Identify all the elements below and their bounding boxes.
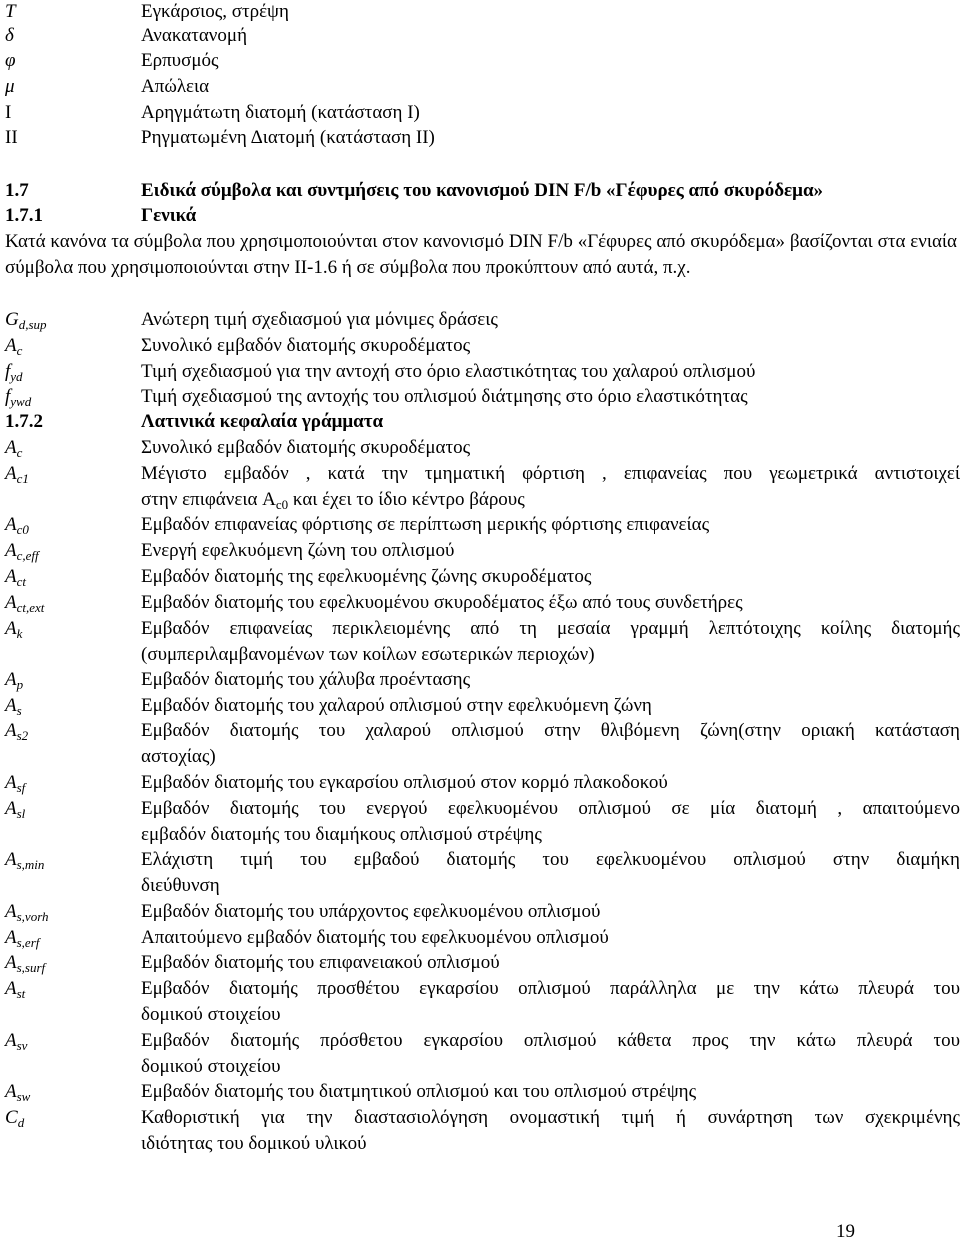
symbol-definition: Ενεργή εφελκυόμενη ζώνη του οπλισμού [141,540,455,561]
symbol: $f_{ywd}$ [5,386,32,409]
symbol-definition: Εμβαδόν διατομής του υπάρχοντος εφελκυομένου οπλισμού [141,901,601,922]
section-title: Ειδικά σύμβολα και συντμήσεις του κανονισμού DIN F/b «Γέφυρες από σκυρόδεμα» [141,180,824,201]
symbol: $A_{s,erf}$ [5,927,40,950]
symbol: $A_{sf}$ [5,772,26,795]
symbol-definition: Ελάχιστη τιμή του εμβαδού διατομής του εφελκυομένου οπλισμού στην διαμήκη διεύθυνση [141,849,960,896]
symbol: $A_{c1}$ [5,463,29,486]
symbol-definition: Συνολικό εμβαδόν διατομής σκυροδέματος [141,437,471,458]
symbol: I [5,102,12,123]
symbol: $A_{s2}$ [5,720,29,743]
symbol-definition: Εμβαδόν διατομής του χαλαρού οπλισμού στην θλιβόμενη ζώνη(στην οριακή κατάσταση αστοχίας) [141,720,960,767]
symbol: $A_c$ [5,335,23,358]
symbol-definition: Ρηγματωμένη Διατομή (κατάσταση II) [141,127,435,148]
symbol: δ [5,25,14,46]
symbol-definition: Εμβαδόν διατομής του διατμητικού οπλισμού και του οπλισμού στρέψης [141,1081,697,1102]
symbol: $A_{sv}$ [5,1030,28,1053]
symbol-definition: Συνολικό εμβαδόν διατομής σκυροδέματος [141,335,471,356]
symbol-definition: Τιμή σχεδιασμού για την αντοχή στο όριο ελαστικότητας του χαλαρού οπλισμού [141,361,756,382]
section-title: Γενικά [141,205,197,226]
intro-paragraph: Κατά κανόνα τα σύμβολα που χρησιμοποιούνται στον κανονισμό DIN F/b «Γέφυρες από σκυρόδεμα» βασίζονται στα ενιαία σύμβολα που χρησιμοποιούνται στην ΙΙ-1.6 ή σε σύμβολα που προκύπτουν από αυτά, π.χ. [5,231,957,278]
section-number: 1.7 [5,180,29,201]
symbol-definition: Ερπυσμός [141,50,219,71]
symbol: $A_s$ [5,695,22,718]
symbol: $G_{d,sup}$ [5,309,47,332]
symbol-definition: Εμβαδόν διατομής του επιφανειακού οπλισμού [141,952,500,973]
section-title: Λατινικά κεφαλαία γράμματα [141,411,384,432]
symbol: $A_p$ [5,669,24,692]
symbol-definition: Τιμή σχεδιασμού της αντοχής του οπλισμού διάτμησης στο όριο ελαστικότητας [141,386,748,407]
symbol: T [5,1,16,22]
section-number: 1.7.2 [5,411,43,432]
symbol-definition: Καθοριστική για την διαστασιολόγηση ονομαστική τιμή ή συνάρτηση των σχεκριμένης ιδιότητας του δομικού υλικού [141,1107,960,1154]
symbol-definition: Εμβαδόν διατομής προσθέτου εγκαρσίου οπλισμού παράλληλα με την κάτω πλευρά του δομικού στοιχείου [141,978,960,1025]
symbol: $A_{st}$ [5,978,26,1001]
symbol: $A_{c0}$ [5,514,29,537]
symbol-definition: Ανώτερη τιμή σχεδιασμού για μόνιμες δράσεις [141,309,498,330]
symbol: $A_k$ [5,618,23,641]
symbol: $A_{s,min}$ [5,849,45,872]
symbol-definition: Εμβαδόν διατομής του χάλυβα προέντασης [141,669,471,690]
symbol-definition: Εμβαδόν επιφανείας περικλειομένης από τη μεσαία γραμμή λεπτότοιχης κοίλης διατομής (συμπεριλαμβανομένων των κοίλων εσωτερικών περιοχών) [141,618,960,665]
symbol: $A_c$ [5,437,23,460]
symbol-definition: Εμβαδόν διατομής πρόσθετου εγκαρσίου οπλισμού κάθετα προς την κάτω πλευρά του δομικού στοιχείου [141,1030,960,1077]
symbol: $A_{s,vorh}$ [5,901,49,924]
symbol-definition: Εμβαδόν επιφανείας φόρτισης σε περίπτωση μερικής φόρτισης επιφανείας [141,514,710,535]
page-number: 19 [836,1221,855,1242]
symbol: $A_{ct,ext}$ [5,592,45,615]
symbol: φ [5,50,16,71]
section-number: 1.7.1 [5,205,43,226]
symbol-definition: Εμβαδόν διατομής του ενεργού εφελκυομένου οπλισμού σε μία διατομή , απαιτούμενο εμβαδόν διατομής του διαμήκους οπλισμού στρέψης [141,798,960,845]
symbol-definition: Απαιτούμενο εμβαδόν διατομής του εφελκυομένου οπλισμού [141,927,609,948]
symbol-definition: Εμβαδόν διατομής της εφελκυομένης ζώνης σκυροδέματος [141,566,592,587]
symbol: $C_d$ [5,1107,25,1130]
symbol-definition: Αρηγμάτωτη διατομή (κατάσταση I) [141,102,420,123]
symbol-definition: Εμβαδόν διατομής του εγκαρσίου οπλισμού στον κορμό πλακοδοκού [141,772,668,793]
symbol: $A_{c,eff}$ [5,540,39,563]
symbol-definition: Μέγιστο εμβαδόν , κατά την τμηματική φόρτιση , επιφανείας που γεωμετρικά αντιστοιχεί στην επιφάνεια $A_{c0}$ και έχει το ίδιο κέντρο βάρους [141,463,960,512]
symbol-definition: Εμβαδόν διατομής του εφελκυομένου σκυροδέματος έξω από τους συνδετήρες [141,592,743,613]
symbol-definition: Ανακατανομή [141,25,248,46]
symbol-definition: Εμβαδόν διατομής του χαλαρού οπλισμού στην εφελκυόμενη ζώνη [141,695,652,716]
symbol-definition: Απώλεια [141,76,210,97]
symbol: $A_{sl}$ [5,798,26,821]
symbol: μ [5,76,15,97]
symbol: $f_{yd}$ [5,361,23,384]
symbol: $A_{ct}$ [5,566,26,589]
symbol-definition: Εγκάρσιος, στρέψη [141,1,289,22]
symbol: $A_{sw}$ [5,1081,31,1104]
symbol: $A_{s,surf}$ [5,952,46,975]
symbol: II [5,127,18,148]
